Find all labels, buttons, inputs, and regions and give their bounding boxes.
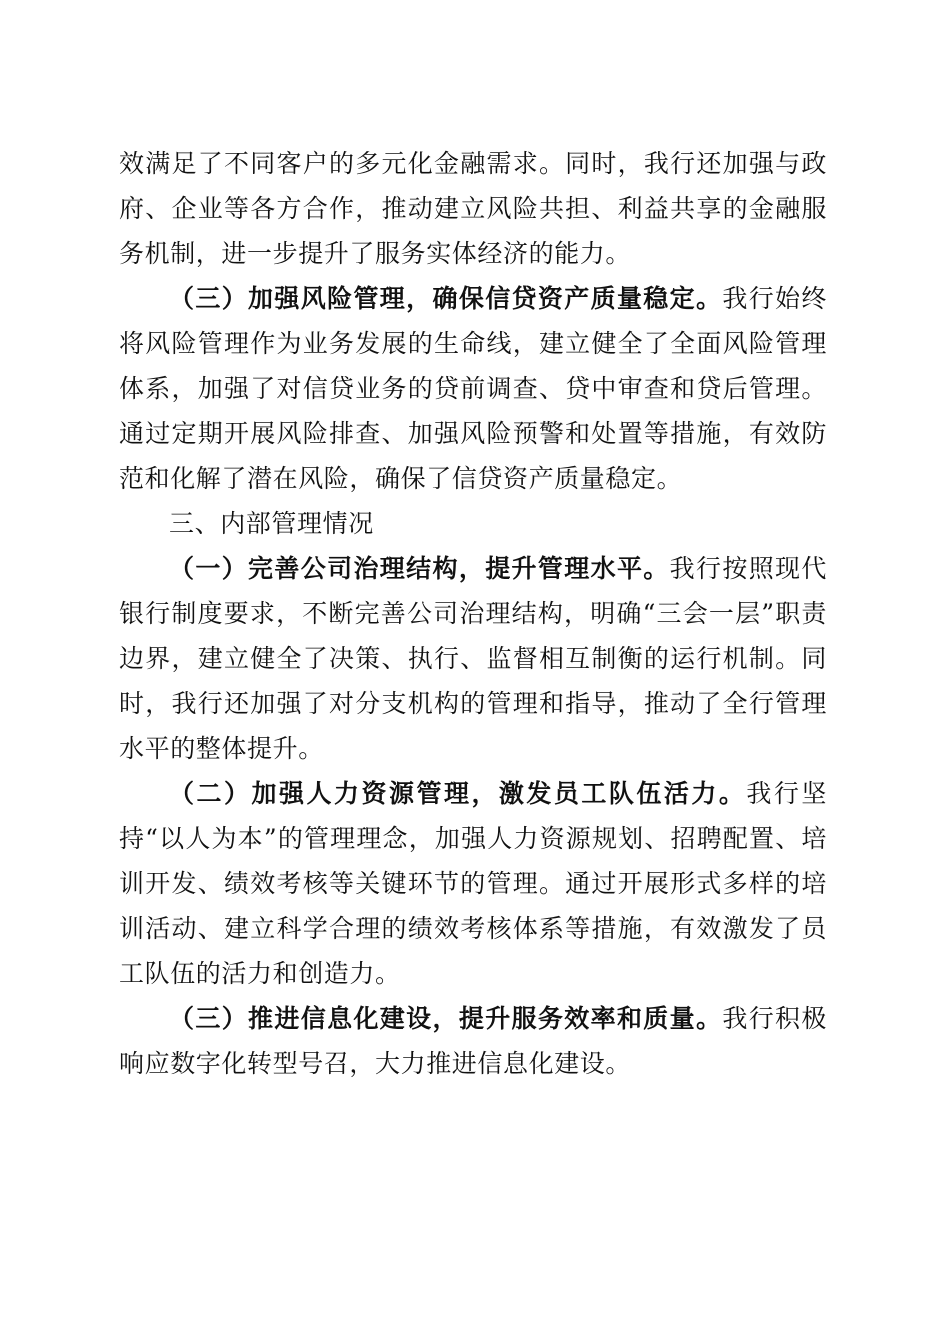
paragraph-text: 我行按照现代银行制度要求，不断完善公司治理结构，明确“三会一层”职责边界，建立健全了决策、执行、监督相互制衡的运行机制。同时，我行还加强了对分支机构的管理和指导，推动了全行管理水平的整体提升。 [119,554,827,763]
paragraph-text: 我行始终将风险管理作为业务发展的生命线，建立健全了全面风险管理体系，加强了对信贷业务的贷前调查、贷中审查和贷后管理。通过定期开展风险排查、加强风险预警和处置等措施，有效防范和化解了潜在风险，确保了信贷资产质量稳定。 [119,284,827,493]
paragraph-corporate-governance [119,546,827,771]
paragraph-text: 我行积极响应数字化转型号召，大力推进信息化建设。 [119,1004,827,1078]
paragraph-lead: （三）加强风险管理，确保信贷资产质量稳定。 [169,284,723,313]
paragraph-lead: （三）推进信息化建设，提升服务效率和质量。 [169,1004,723,1033]
paragraph-lead: （二）加强人力资源管理，激发员工队伍活力。 [169,779,747,808]
paragraph-human-resources [119,771,827,996]
document-body [119,141,827,1086]
paragraph-text: 我行坚持“以人为本”的管理理念，加强人力资源规划、招聘配置、培训开发、绩效考核等关键环节的管理。通过开展形式多样的培训活动、建立科学合理的绩效考核体系等措施，有效激发了员工队伍的活力和创造力。 [119,779,827,988]
section-heading-internal-management: 三、内部管理情况 [169,509,374,538]
paragraph-informatization [119,996,827,1086]
paragraph-lead: （一）完善公司治理结构，提升管理水平。 [169,554,670,583]
paragraph-continuation [119,141,827,276]
paragraph-text: 效满足了不同客户的多元化金融需求。同时，我行还加强与政府、企业等各方合作，推动建立风险共担、利益共享的金融服务机制，进一步提升了服务实体经济的能力。 [119,149,827,268]
paragraph-risk-management [119,276,827,501]
